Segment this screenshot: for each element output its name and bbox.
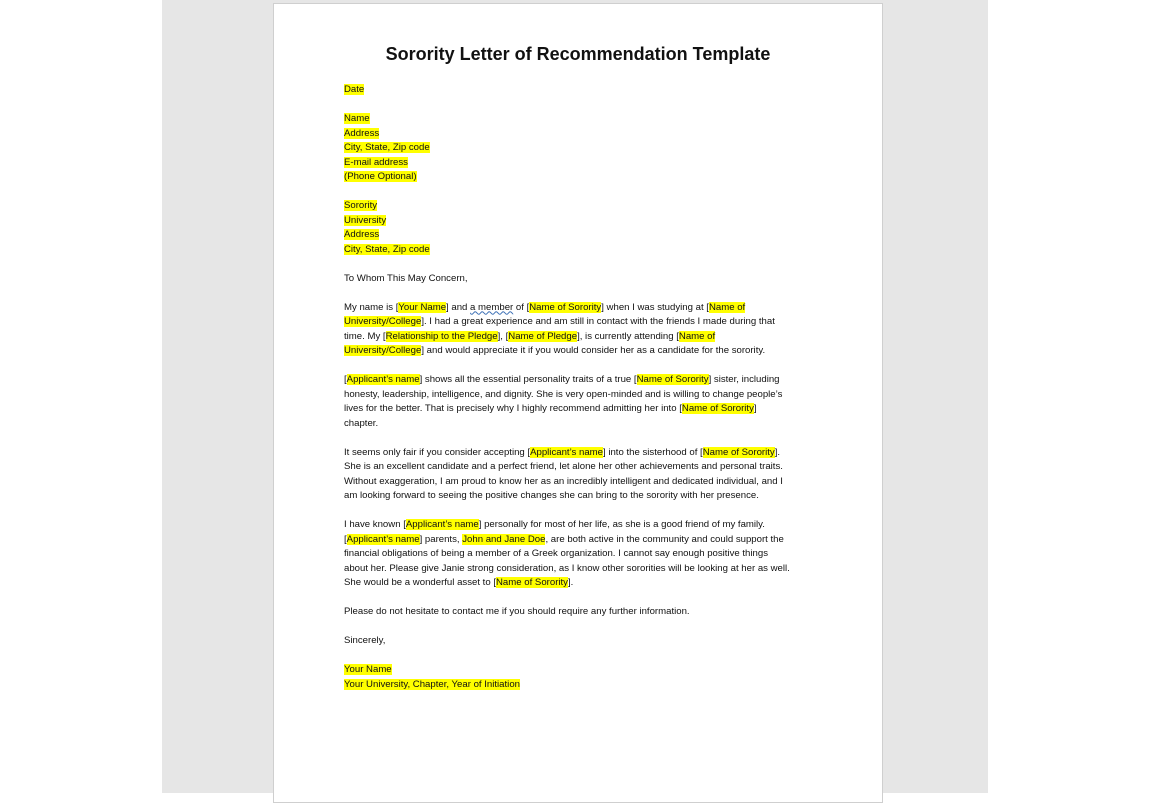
text-line	[344, 475, 824, 490]
letter-text: To Whom This May Concern,	[344, 272, 468, 284]
blank-line	[344, 359, 824, 374]
text-line	[344, 533, 824, 548]
placeholder-field: Sorority	[344, 200, 378, 211]
text-line	[344, 402, 824, 417]
letter-text: time. My [	[344, 330, 386, 342]
text-line	[344, 576, 824, 591]
text-line	[344, 373, 824, 388]
blank-line	[344, 185, 824, 200]
placeholder-field: Name of	[678, 330, 716, 342]
page-title: Sorority Letter of Recommendation Template	[385, 44, 771, 64]
letter-text: I have known [	[344, 519, 406, 530]
placeholder-field: Your Name	[344, 664, 392, 675]
letter-text: ].	[567, 577, 574, 588]
text-line	[344, 330, 824, 345]
letter-text: ] when I was studying at [	[601, 301, 709, 313]
blank-line	[344, 620, 824, 635]
text-line	[344, 663, 824, 678]
text-line	[344, 199, 824, 214]
blank-line	[344, 591, 824, 606]
letter-text: ] and would appreciate it if you would consider her as a candidate for the sorority.	[421, 345, 766, 356]
letter-text: ] sister, including	[708, 374, 780, 385]
letter-text: [	[344, 374, 347, 385]
placeholder-field: Address	[344, 127, 380, 139]
letter-text: ]. I had a great experience and am still in contact with the friends I made during that	[421, 316, 775, 327]
letter-text: ], is currently attending [	[577, 330, 679, 342]
letter-text: about her. Please give Janie strong consideration, as I know other sororities will be looking at her as well.	[344, 562, 790, 574]
text-line	[344, 605, 824, 620]
text-line	[344, 634, 824, 649]
blank-line	[344, 286, 824, 301]
text-line	[344, 678, 824, 693]
placeholder-field: Your University, Chapter, Year of Initiation	[344, 678, 520, 690]
placeholder-field: John and Jane Doe	[462, 533, 546, 545]
blank-line	[344, 649, 824, 664]
placeholder-field: Name of Sorority	[636, 374, 709, 385]
placeholder-field: Date	[344, 84, 365, 95]
text-line	[344, 417, 824, 432]
placeholder-field: City, State, Zip code	[344, 243, 430, 255]
text-line	[344, 344, 824, 359]
letter-text: ] shows all the essential personality traits of a true [	[419, 374, 637, 385]
placeholder-field: Applicant’s name	[530, 446, 603, 458]
placeholder-field: Name of Sorority	[496, 577, 568, 588]
text-line	[344, 214, 824, 229]
letter-body	[344, 83, 824, 692]
text-line	[344, 460, 824, 475]
placeholder-field: (Phone Optional)	[344, 171, 417, 182]
text-line	[344, 446, 824, 461]
letter-text: financial obligations of being a member of a Greek organization. I cannot say enough positive things	[344, 548, 768, 559]
text-line	[344, 112, 824, 127]
grammar-flagged-text: a member	[470, 301, 514, 313]
letter-text: ]	[753, 403, 757, 414]
placeholder-field: Relationship to the Pledge	[385, 330, 498, 342]
blank-line	[344, 257, 824, 272]
letter-text: Without exaggeration, I am proud to know her as an incredibly intelligent and dedicated individual, and I	[344, 475, 783, 487]
text-line	[344, 315, 824, 330]
placeholder-field: Applicant’s name	[346, 533, 420, 545]
letter-text: ] into the sisterhood of [	[603, 446, 703, 458]
text-line	[344, 156, 824, 171]
placeholder-field: E-mail address	[344, 156, 408, 168]
text-line	[344, 170, 824, 185]
text-line	[344, 489, 824, 504]
text-line	[344, 272, 824, 287]
letter-text: of [	[513, 301, 530, 313]
placeholder-field: Address	[344, 229, 380, 240]
placeholder-field: University/College	[344, 316, 422, 327]
text-line	[344, 562, 824, 577]
document-page	[273, 3, 883, 803]
letter-text: am looking forward to seeing the positive changes she can bring to the sorority with her presence.	[344, 490, 759, 501]
placeholder-field: Name of Pledge	[508, 330, 578, 342]
letter-text: honesty, leadership, intelligence, and dignity. She is very open-minded and is willing to change people’s	[344, 388, 783, 400]
letter-text: lives for the better. That is precisely why I highly recommend admitting her into [	[344, 403, 682, 414]
letter-text: , are both active in the community and could support the	[545, 533, 784, 545]
placeholder-field: University/College	[344, 345, 422, 356]
letter-text: Sincerely,	[344, 635, 386, 646]
letter-text: It seems only fair if you consider accepting [	[344, 446, 531, 458]
letter-text: My name is [	[344, 301, 399, 313]
text-line	[344, 547, 824, 562]
letter-text: She would be a wonderful asset to [	[344, 577, 496, 588]
text-line	[344, 141, 824, 156]
placeholder-field: Name	[344, 113, 370, 124]
letter-text: [	[344, 533, 347, 545]
letter-text: Please do not hesitate to contact me if you should require any further information.	[344, 606, 690, 617]
placeholder-field: Applicant’s name	[346, 374, 420, 385]
blank-line	[344, 504, 824, 519]
placeholder-field: Name of Sorority	[681, 403, 754, 414]
blank-line	[344, 431, 824, 446]
placeholder-field: Name of	[708, 301, 746, 313]
letter-text: ].	[774, 446, 781, 458]
text-line	[344, 518, 824, 533]
placeholder-field: Name of Sorority	[529, 301, 602, 313]
placeholder-field: Applicant’s name	[405, 519, 479, 530]
text-line	[344, 301, 824, 316]
letter-text: She is an excellent candidate and a perfect friend, let alone her other achievements and personal traits.	[344, 461, 783, 472]
text-line	[344, 127, 824, 142]
text-line	[344, 388, 824, 403]
letter-text: ] parents,	[419, 533, 463, 545]
placeholder-field: University	[344, 214, 387, 226]
blank-line	[344, 98, 824, 113]
placeholder-field: Name of Sorority	[702, 446, 775, 458]
letter-text: ], [	[497, 330, 509, 342]
placeholder-field: City, State, Zip code	[344, 142, 430, 153]
letter-text: chapter.	[344, 417, 379, 429]
letter-text: ] and	[446, 301, 471, 313]
text-line	[344, 243, 824, 258]
text-line	[344, 228, 824, 243]
placeholder-field: Your Name	[398, 301, 447, 313]
text-line	[344, 83, 824, 98]
letter-text: ] personally for most of her life, as she is a good friend of my family.	[478, 519, 765, 530]
